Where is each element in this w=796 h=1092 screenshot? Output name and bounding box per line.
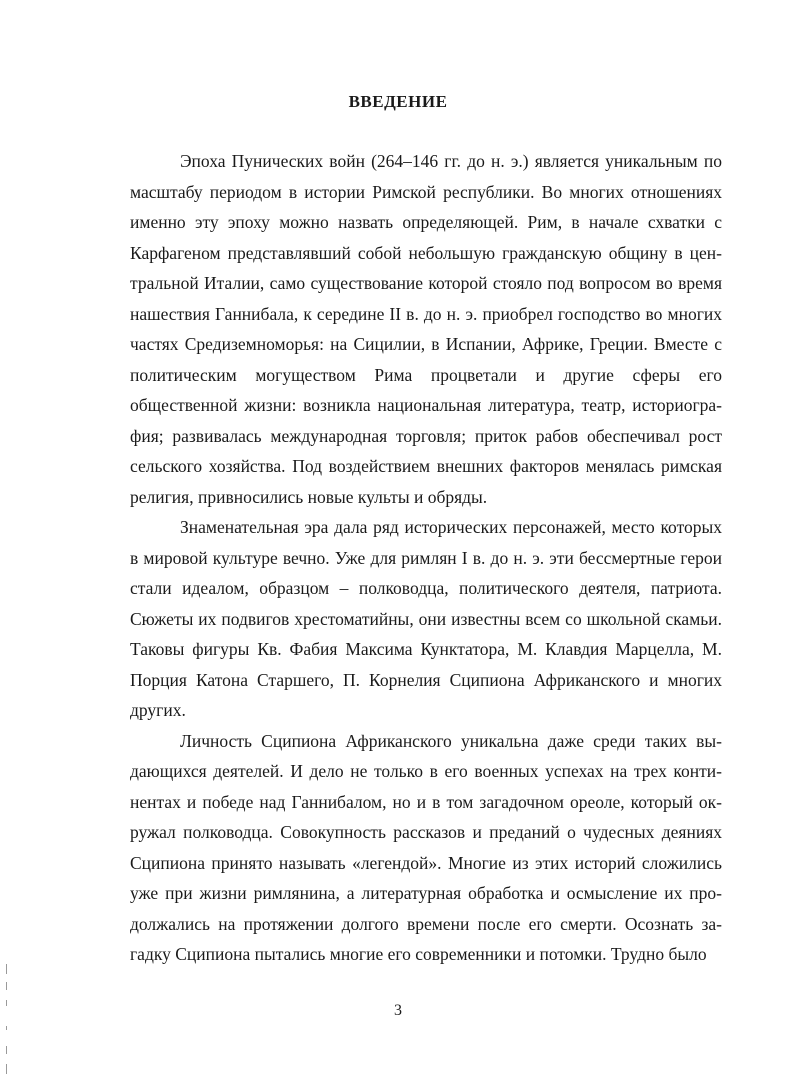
- paragraph: Личность Сципиона Африканского уникальна даже среди таких выдающихся деятелей. И дело не только в его военных успехах на трех континентах и победе над Ганнибалом, но и в том загадочном ореоле, который окружал полководца. Совокупность рассказов и преданий о чудесных деяниях Сципиона принято называть «легендой». Многие из этих историй сложились уже при жизни римлянина, а литературная обработка и осмысление их продолжались на протяжении долгого времени после его смерти. Осознать загадку Сципиона пытались многие его современники и потомки. Трудно было: [130, 730, 722, 964]
- body-text: [130, 146, 722, 970]
- paragraph: Эпоха Пунических войн (264–146 гг. до н. э.) является уникальным по масштабу периодом в истории Римской республики. Во многих отношениях именно эту эпоху можно назвать определяющей. Рим, в начале схватки с Карфагеном представлявший собой небольшую гражданскую общину в центральной Италии, само существование которой стояло под вопросом во время нашествия Ганнибала, к середине II в. до н. э. приобрел господство во многих частях Средиземноморья: на Сицилии, в Испании, Африке, Греции. Вместе с политическим могуществом Рима процветали и другие сферы его общественной жизни: возникла национальная литература, театр, историография; развивалась международная торговля; приток рабов обеспечивал рост сельского хозяйства. Под воздействием внешних факторов менялась римская религия, привносились новые культы и обряды.: [130, 151, 722, 507]
- page-heading: ВВЕДЕНИЕ: [348, 92, 448, 111]
- paragraph: Знаменательная эра дала ряд исторических персонажей, место которых в мировой культуре вечно. Уже для римлян I в. до н. э. эти бессмертные герои стали идеалом, образцом – полководца, политического деятеля, патриота. Сюжеты их подвигов хрестоматийны, они известны всем со школьной скамьи. Таковы фигуры Кв. Фабия Максима Кунктатора, М. Клавдия Марцелла, М. Порция Катона Старшего, П. Корнелия Сципиона Африканского и многих других.: [130, 517, 722, 720]
- page-number: 3: [394, 1002, 402, 1019]
- scan-edge-marks: [4, 960, 10, 1080]
